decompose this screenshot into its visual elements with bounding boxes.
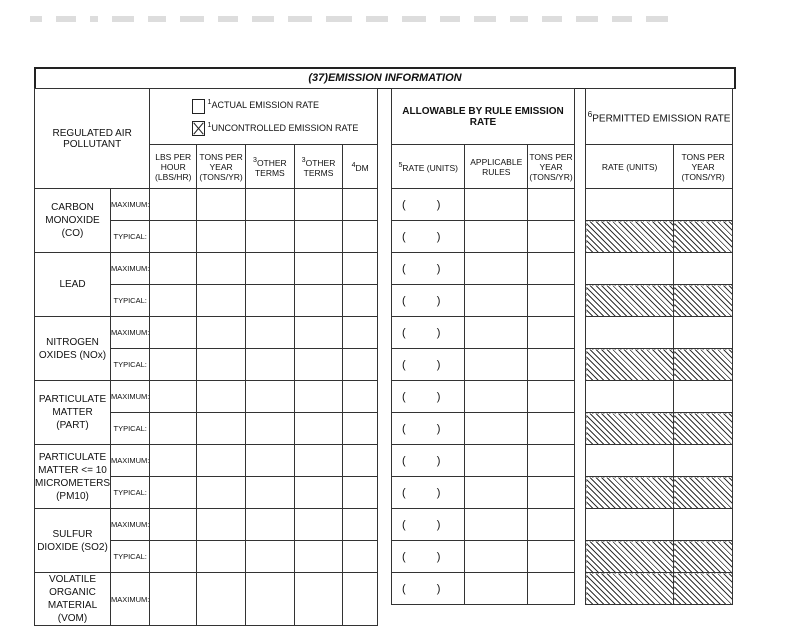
pollutant-name: PARTICULATE MATTER (PART) <box>35 381 111 445</box>
applicable-rules-cell[interactable] <box>465 349 528 381</box>
permitted-rate-cell[interactable] <box>586 189 674 221</box>
emission-value-cell[interactable] <box>197 413 246 445</box>
permitted-rate-cell[interactable] <box>586 445 674 477</box>
emission-form <box>34 67 734 627</box>
emission-value-cell[interactable] <box>197 317 246 349</box>
emission-value-cell[interactable] <box>343 253 378 285</box>
emission-value-cell[interactable] <box>197 253 246 285</box>
emission-value-cell[interactable] <box>150 317 197 349</box>
emission-value-cell[interactable] <box>294 285 343 317</box>
emission-value-cell[interactable] <box>294 445 343 477</box>
row-type-label: TYPICAL: <box>111 413 150 445</box>
pollutant-name: VOLATILE ORGANIC MATERIAL (VOM) <box>35 573 111 626</box>
emission-value-cell[interactable] <box>197 541 246 573</box>
hatched-cell <box>586 221 674 253</box>
permitted-title: $^6$PERMITTED EMISSION RATE <box>586 89 733 145</box>
emission-value-cell[interactable] <box>246 477 295 509</box>
emission-value-cell[interactable] <box>197 189 246 221</box>
row-type-label: TYPICAL: <box>111 285 150 317</box>
section-title: (37)EMISSION INFORMATION <box>34 67 736 89</box>
emission-value-cell[interactable] <box>246 221 295 253</box>
allowable-tons-cell[interactable] <box>528 349 575 381</box>
allowable-rate-cell[interactable]: ( ) <box>392 317 465 349</box>
permitted-rate-cell[interactable] <box>586 381 674 413</box>
rate-type-cell <box>150 89 378 145</box>
permitted-tons-cell[interactable] <box>674 381 733 413</box>
col-allowable-rate: $^5$RATE (UNITS) <box>392 145 465 189</box>
pollutant-name: LEAD <box>35 253 111 317</box>
emission-value-cell[interactable] <box>343 541 378 573</box>
col-applicable-rules: APPLICABLE RULES <box>465 145 528 189</box>
row-type-label: MAXIMUM: <box>111 381 150 413</box>
emission-value-cell[interactable] <box>197 509 246 541</box>
col-other-terms-1: $^3$OTHER TERMS <box>246 145 295 189</box>
permitted-tons-cell[interactable] <box>674 445 733 477</box>
applicable-rules-cell[interactable] <box>465 221 528 253</box>
allowable-tons-cell[interactable] <box>528 253 575 285</box>
emission-value-cell[interactable] <box>246 413 295 445</box>
row-type-label: MAXIMUM: <box>111 253 150 285</box>
applicable-rules-cell[interactable] <box>465 445 528 477</box>
row-type-label: TYPICAL: <box>111 221 150 253</box>
allowable-rate-cell[interactable]: ( ) <box>392 253 465 285</box>
applicable-rules-cell[interactable] <box>465 317 528 349</box>
hatched-cell <box>674 285 733 317</box>
emission-value-cell[interactable] <box>197 285 246 317</box>
emission-value-cell[interactable] <box>343 189 378 221</box>
allowable-rate-cell[interactable]: ( ) <box>392 221 465 253</box>
permitted-tons-cell[interactable] <box>674 509 733 541</box>
emission-value-cell[interactable] <box>150 285 197 317</box>
hatched-cell <box>674 477 733 509</box>
emission-value-cell[interactable] <box>197 381 246 413</box>
hatched-cell <box>586 413 674 445</box>
applicable-rules-cell[interactable] <box>465 285 528 317</box>
col-tons-per-year: TONS PER YEAR (TONS/YR) <box>197 145 246 189</box>
allowable-tons-cell[interactable] <box>528 573 575 605</box>
hatched-cell <box>586 573 674 605</box>
allowable-rate-cell[interactable]: ( ) <box>392 477 465 509</box>
allowable-tons-cell[interactable] <box>528 477 575 509</box>
hatched-cell <box>586 477 674 509</box>
allowable-rate-cell[interactable]: ( ) <box>392 573 465 605</box>
uncontrolled-rate-checkbox[interactable] <box>192 121 205 136</box>
emission-value-cell[interactable] <box>197 445 246 477</box>
row-type-label: MAXIMUM: <box>111 317 150 349</box>
allowable-rate-cell[interactable]: ( ) <box>392 445 465 477</box>
allowable-tons-cell[interactable] <box>528 189 575 221</box>
hatched-cell <box>586 285 674 317</box>
emission-value-cell[interactable] <box>343 445 378 477</box>
hatched-cell <box>674 221 733 253</box>
hatched-cell <box>586 541 674 573</box>
col-permitted-rate: RATE (UNITS) <box>586 145 674 189</box>
actual-rate-checkbox[interactable] <box>192 99 205 114</box>
emission-value-cell[interactable] <box>197 477 246 509</box>
allowable-title: ALLOWABLE BY RULE EMISSION RATE <box>392 89 575 145</box>
allowable-rate-cell[interactable]: ( ) <box>392 541 465 573</box>
emission-value-cell[interactable] <box>150 477 197 509</box>
col-other-terms-2: $^3$OTHER TERMS <box>294 145 343 189</box>
actual-sup: 1 <box>207 97 212 107</box>
emission-value-cell[interactable] <box>343 317 378 349</box>
emission-value-cell[interactable] <box>150 253 197 285</box>
row-type-label: TYPICAL: <box>111 541 150 573</box>
allowable-tons-cell[interactable] <box>528 317 575 349</box>
emission-value-cell[interactable] <box>197 221 246 253</box>
emission-value-cell[interactable] <box>343 285 378 317</box>
allowable-rate-cell[interactable]: ( ) <box>392 189 465 221</box>
emission-value-cell[interactable] <box>294 349 343 381</box>
emission-value-cell[interactable] <box>150 381 197 413</box>
pollutant-name: CARBON MONOXIDE (CO) <box>35 189 111 253</box>
emission-value-cell[interactable] <box>246 317 295 349</box>
applicable-rules-cell[interactable] <box>465 573 528 605</box>
scan-header-noise <box>30 8 750 30</box>
allowable-table <box>391 88 575 605</box>
col-dm: $^4$DM <box>343 145 378 189</box>
applicable-rules-cell[interactable] <box>465 253 528 285</box>
emission-value-cell[interactable] <box>294 509 343 541</box>
emission-value-cell[interactable] <box>294 189 343 221</box>
emission-value-cell[interactable] <box>294 477 343 509</box>
emission-value-cell[interactable] <box>294 317 343 349</box>
emission-value-cell[interactable] <box>197 349 246 381</box>
pollutant-name: PARTICULATE MATTER <= 10 MICROMETERS (PM10) <box>35 445 111 509</box>
row-type-label: MAXIMUM: <box>111 573 150 626</box>
emission-value-cell[interactable] <box>150 189 197 221</box>
allowable-rate-cell[interactable]: ( ) <box>392 349 465 381</box>
allowable-rate-cell[interactable]: ( ) <box>392 413 465 445</box>
pollutant-name: SULFUR DIOXIDE (SO2) <box>35 509 111 573</box>
emission-value-cell[interactable] <box>246 253 295 285</box>
uncontrolled-rate-label: UNCONTROLLED EMISSION RATE <box>211 122 359 133</box>
emission-value-cell[interactable] <box>246 381 295 413</box>
row-type-label: TYPICAL: <box>111 477 150 509</box>
allowable-tons-cell[interactable] <box>528 221 575 253</box>
row-type-label: MAXIMUM: <box>111 189 150 221</box>
allowable-tons-cell[interactable] <box>528 541 575 573</box>
applicable-rules-cell[interactable] <box>465 413 528 445</box>
emission-value-cell[interactable] <box>150 413 197 445</box>
allowable-tons-cell[interactable] <box>528 509 575 541</box>
emission-value-cell[interactable] <box>246 189 295 221</box>
permitted-rate-cell[interactable] <box>586 509 674 541</box>
emission-value-cell[interactable] <box>343 413 378 445</box>
allowable-tons-cell[interactable] <box>528 381 575 413</box>
emission-value-cell[interactable] <box>150 445 197 477</box>
emission-value-cell[interactable] <box>150 221 197 253</box>
emission-value-cell[interactable] <box>294 221 343 253</box>
emission-value-cell[interactable] <box>246 285 295 317</box>
col-lbs-per-hour: LBS PER HOUR (LBS/HR) <box>150 145 197 189</box>
permitted-tons-cell[interactable] <box>674 253 733 285</box>
allowable-tons-cell[interactable] <box>528 413 575 445</box>
permitted-tons-cell[interactable] <box>674 317 733 349</box>
emission-value-cell[interactable] <box>343 221 378 253</box>
permitted-tons-cell[interactable] <box>674 189 733 221</box>
applicable-rules-cell[interactable] <box>465 189 528 221</box>
emission-value-cell[interactable] <box>343 509 378 541</box>
emission-value-cell[interactable] <box>150 541 197 573</box>
allowable-rate-cell[interactable]: ( ) <box>392 285 465 317</box>
emission-value-cell[interactable] <box>294 541 343 573</box>
emission-value-cell[interactable] <box>246 445 295 477</box>
hatched-cell <box>674 413 733 445</box>
emission-value-cell[interactable] <box>343 381 378 413</box>
emission-value-cell[interactable] <box>294 253 343 285</box>
emission-value-cell[interactable] <box>343 477 378 509</box>
actual-rate-label: ACTUAL EMISSION RATE <box>211 100 320 111</box>
col-permitted-tons: TONS PER YEAR (TONS/YR) <box>674 145 733 189</box>
emission-value-cell[interactable] <box>294 381 343 413</box>
permitted-rate-cell[interactable] <box>586 317 674 349</box>
emission-value-cell[interactable] <box>246 541 295 573</box>
uncontrolled-sup: 1 <box>207 119 212 129</box>
allowable-tons-cell[interactable] <box>528 285 575 317</box>
hatched-cell <box>674 349 733 381</box>
col-allowable-tons: TONS PER YEAR (TONS/YR) <box>528 145 575 189</box>
allowable-tons-cell[interactable] <box>528 445 575 477</box>
pollutant-name: NITROGEN OXIDES (NOx) <box>35 317 111 381</box>
pollutant-header: REGULATED AIR POLLUTANT <box>35 89 150 189</box>
hatched-cell <box>674 573 733 605</box>
row-type-label: MAXIMUM: <box>111 445 150 477</box>
emission-value-cell[interactable] <box>343 349 378 381</box>
applicable-rules-cell[interactable] <box>465 509 528 541</box>
hatched-cell <box>586 349 674 381</box>
emission-value-cell[interactable] <box>246 509 295 541</box>
emission-value-cell[interactable] <box>294 413 343 445</box>
emission-value-cell[interactable] <box>246 349 295 381</box>
emission-rate-table <box>34 88 378 626</box>
allowable-rate-cell[interactable]: ( ) <box>392 381 465 413</box>
applicable-rules-cell[interactable] <box>465 541 528 573</box>
applicable-rules-cell[interactable] <box>465 381 528 413</box>
permitted-table <box>585 88 733 605</box>
emission-value-cell[interactable] <box>150 349 197 381</box>
hatched-cell <box>674 541 733 573</box>
row-type-label: TYPICAL: <box>111 349 150 381</box>
applicable-rules-cell[interactable] <box>465 477 528 509</box>
allowable-rate-cell[interactable]: ( ) <box>392 509 465 541</box>
emission-value-cell[interactable] <box>150 509 197 541</box>
row-type-label: MAXIMUM: <box>111 509 150 541</box>
permitted-rate-cell[interactable] <box>586 253 674 285</box>
